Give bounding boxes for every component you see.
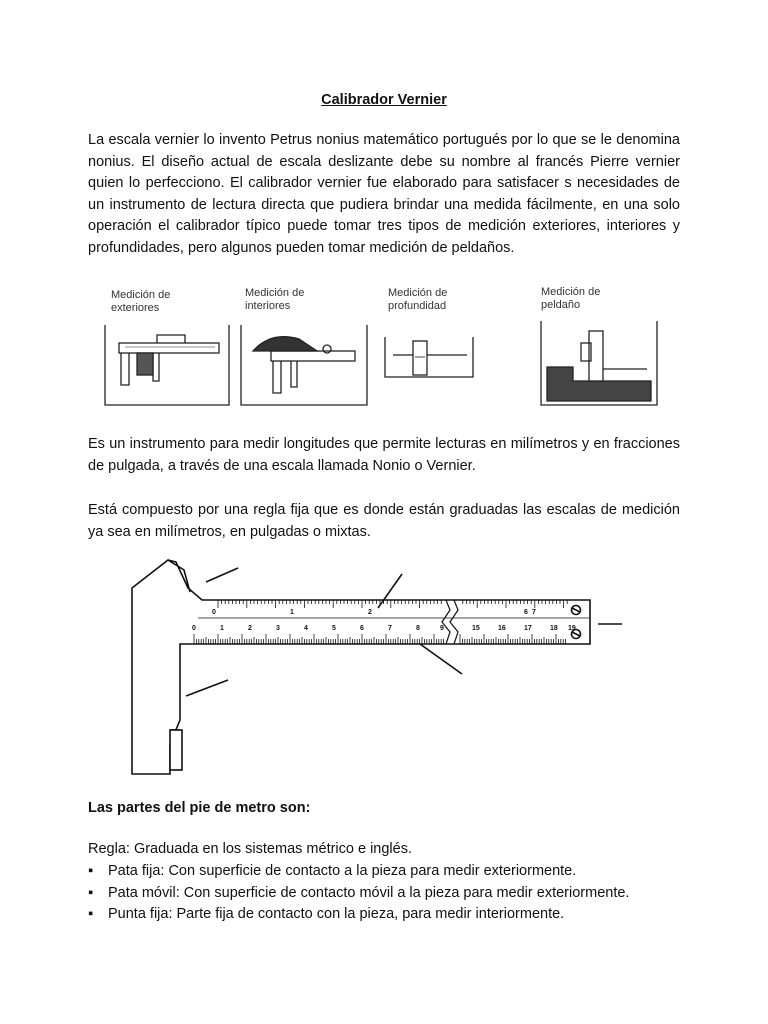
main-scale-number: 16	[498, 625, 506, 632]
main-scale-number: 4	[304, 625, 308, 632]
bullet-marker: ▪	[88, 884, 94, 901]
main-scale-number: 17	[524, 625, 532, 632]
bullet-marker: ▪	[88, 863, 94, 879]
caption-profundidad: Medición de profundidad	[388, 287, 448, 312]
definition-paragraph: Es un instrumento para medir longitudes que permite lecturas en milímetros y en fracciones de pulgada, a través de una escala llamada Nonio o Vernier.	[88, 436, 680, 474]
bullet-marker: ▪	[88, 906, 94, 922]
measurement-types-svg	[95, 281, 665, 411]
caption-peldano: Medición de peldaño	[541, 286, 601, 311]
caliper-svg	[110, 548, 640, 784]
main-scale-number: 18	[550, 625, 558, 632]
main-scale-number: 19	[568, 625, 576, 632]
caliper-diagram	[110, 548, 640, 784]
list-item: ▪ Pata móvil: Con superficie de contacto móvil a la pieza para medir exteriormente.	[88, 883, 629, 905]
top-scale-number: 7	[532, 609, 536, 616]
measurement-types-figure	[95, 281, 665, 411]
top-scale-number: 1	[290, 609, 294, 616]
page-title: Calibrador Vernier	[321, 92, 447, 108]
parts-list	[88, 861, 629, 926]
main-scale-number: 0	[192, 625, 196, 632]
main-scale-number: 9	[440, 625, 444, 632]
panel-interiores-frame	[241, 325, 367, 405]
main-scale-number: 2	[248, 625, 252, 632]
intro-paragraph: La escala vernier lo invento Petrus nonius matemático portugués por lo que se le denomina nonius. El diseño actual de escala deslizante debe su nombre al francés Pierre vernier quien lo perfecciono. El calibrador vernier fue elaborado para satisfacer s necesidades de un instrumento de lectura directa que pudiera brindar una medida fácilmente, en una solo operación el calibrador típico puede tomar tres tipos de medición exteriores, interiores y profundidades, pero algunos pueden tomar medición de peldaños.	[88, 132, 680, 256]
main-scale-number: 5	[332, 625, 336, 632]
main-scale-number: 3	[276, 625, 280, 632]
upper-jaw-tip	[168, 560, 190, 592]
main-scale-number: 7	[388, 625, 392, 632]
top-scale-number: 6	[524, 609, 528, 616]
list-item: ▪ Pata fija: Con superficie de contacto a la pieza para medir exteriormente.	[88, 861, 629, 883]
arrow-upper-jaw	[206, 568, 238, 582]
list-item: ▪ Punta fija: Parte fija de contacto con la pieza, para medir interiormente.	[88, 904, 629, 926]
caption-interiores: Medición de interiores	[245, 287, 305, 312]
arrow-lower-jaw	[186, 680, 228, 696]
main-scale-number: 15	[472, 625, 480, 632]
panel-profundidad-frame	[385, 337, 473, 377]
fixed-jaw-outline	[132, 560, 590, 774]
top-scale-number: 2	[368, 609, 372, 616]
caption-exteriores: Medición de exteriores	[111, 289, 171, 314]
arrow-main-scale	[420, 644, 462, 674]
main-scale-number: 8	[416, 625, 420, 632]
lower-jaw-block	[170, 730, 182, 770]
parts-heading: Las partes del pie de metro son:	[88, 800, 311, 816]
main-scale-number: 6	[360, 625, 364, 632]
top-scale-number: 0	[212, 609, 216, 616]
parts-intro: Regla: Graduada en los sistemas métrico e inglés.	[88, 841, 412, 857]
composition-paragraph: Está compuesto por una regla fija que es donde están graduadas las escalas de medición ya sea en milímetros, en pulgadas o mixtas.	[88, 502, 680, 540]
main-scale-number: 1	[220, 625, 224, 632]
panel-exteriores-frame	[105, 325, 229, 405]
